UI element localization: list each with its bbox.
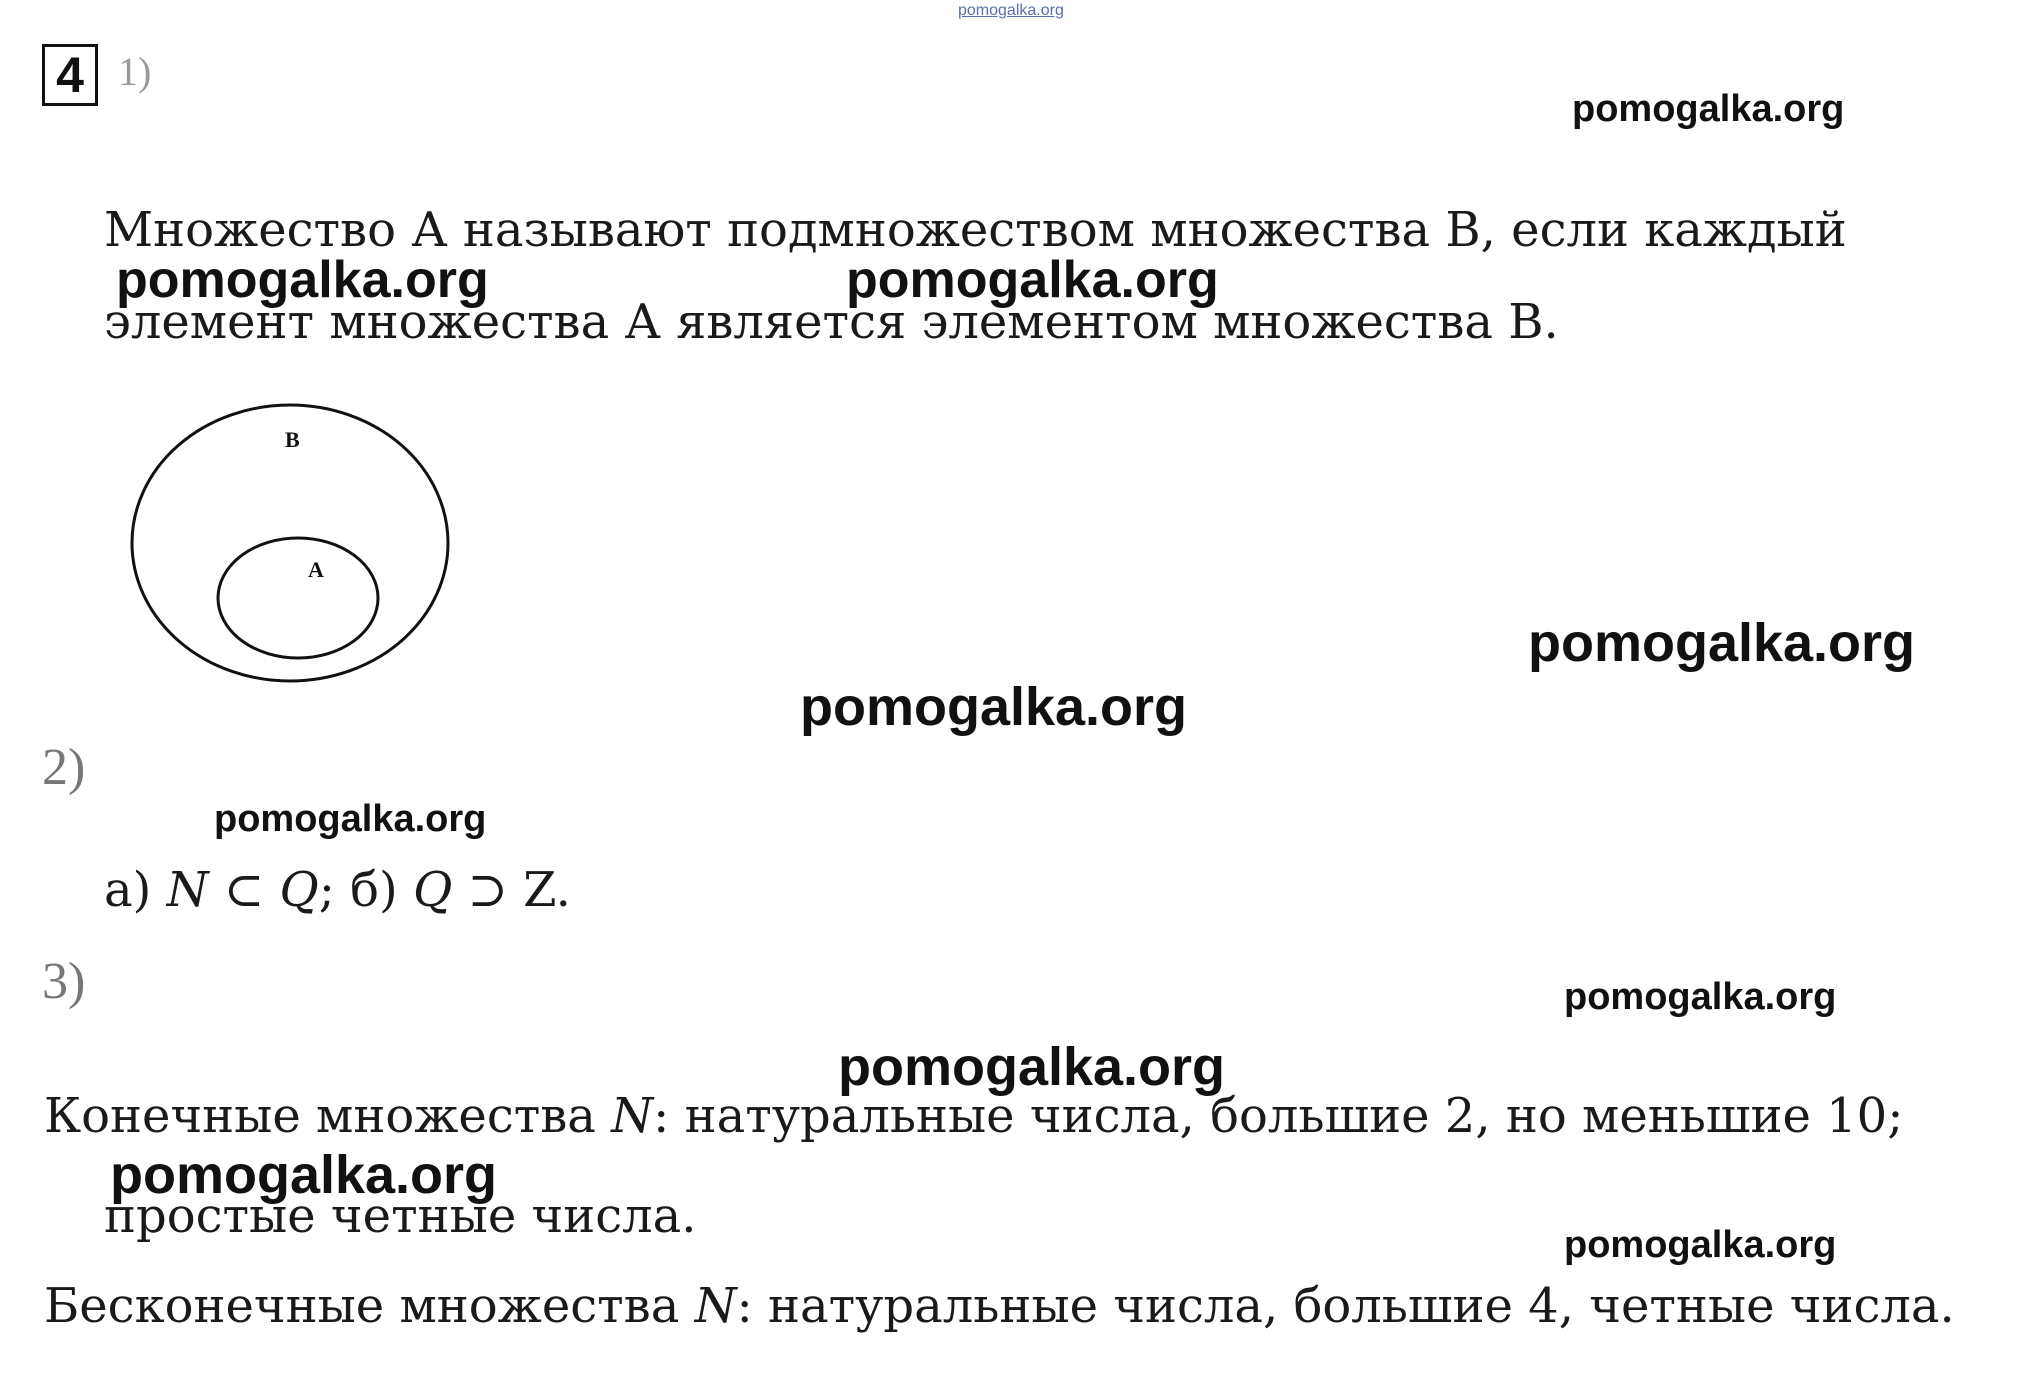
watermark-1: pomogalka.org — [1572, 88, 1845, 130]
watermark-9: pomogalka.org — [110, 1145, 498, 1205]
watermark-5: pomogalka.org — [800, 677, 1188, 737]
part1-line1: Множество А называют подмножеством множества В, если каждый — [104, 202, 1847, 258]
part2-label: 2) — [42, 739, 86, 796]
subset-diagram — [120, 395, 460, 705]
set-z-symbol: Z. — [523, 862, 571, 918]
finite-set-symbol: N — [611, 1088, 654, 1144]
finite-sets-line2: простые четные числа. — [104, 1188, 697, 1244]
watermark-6: pomogalka.org — [214, 798, 487, 840]
part2-b-prefix: б) — [350, 862, 414, 918]
finite-prefix: Конечные множества — [44, 1088, 612, 1144]
infinite-sets-line — [44, 1278, 1955, 1334]
set-a-ellipse — [218, 538, 378, 658]
set-q-symbol: Q — [279, 862, 319, 918]
part2-a-prefix: а) — [104, 862, 167, 918]
task-number-box: 4 — [42, 44, 98, 106]
separator: ; — [318, 862, 351, 918]
infinite-rest: : натуральные числа, большие 4, четные числа. — [736, 1278, 1955, 1334]
infinite-prefix: Бесконечные множества — [44, 1278, 695, 1334]
watermark-3: pomogalka.org — [846, 251, 1219, 309]
part1-label: 1) — [118, 49, 152, 94]
finite-rest: : натуральные числа, большие 2, но меньшие 10; — [653, 1088, 1904, 1144]
watermark-8: pomogalka.org — [838, 1037, 1226, 1097]
infinite-set-symbol: N — [694, 1278, 737, 1334]
top-watermark: pomogalka.org — [958, 2, 1064, 19]
part1-line2: элемент множества А является элементом множества В. — [104, 294, 1559, 350]
part3-label: 3) — [42, 953, 86, 1010]
watermark-7: pomogalka.org — [1564, 976, 1837, 1018]
set-a-label: A — [308, 557, 324, 582]
superset-symbol: ⊃ — [452, 862, 524, 918]
part2-answer — [104, 862, 571, 918]
subset-symbol: ⊂ — [208, 862, 280, 918]
watermark-2: pomogalka.org — [116, 251, 489, 309]
set-b-label: B — [285, 427, 300, 452]
set-n-symbol: N — [166, 862, 209, 918]
watermark-10: pomogalka.org — [1564, 1224, 1837, 1266]
watermark-4: pomogalka.org — [1528, 613, 1916, 673]
set-q-symbol-2: Q — [413, 862, 453, 918]
